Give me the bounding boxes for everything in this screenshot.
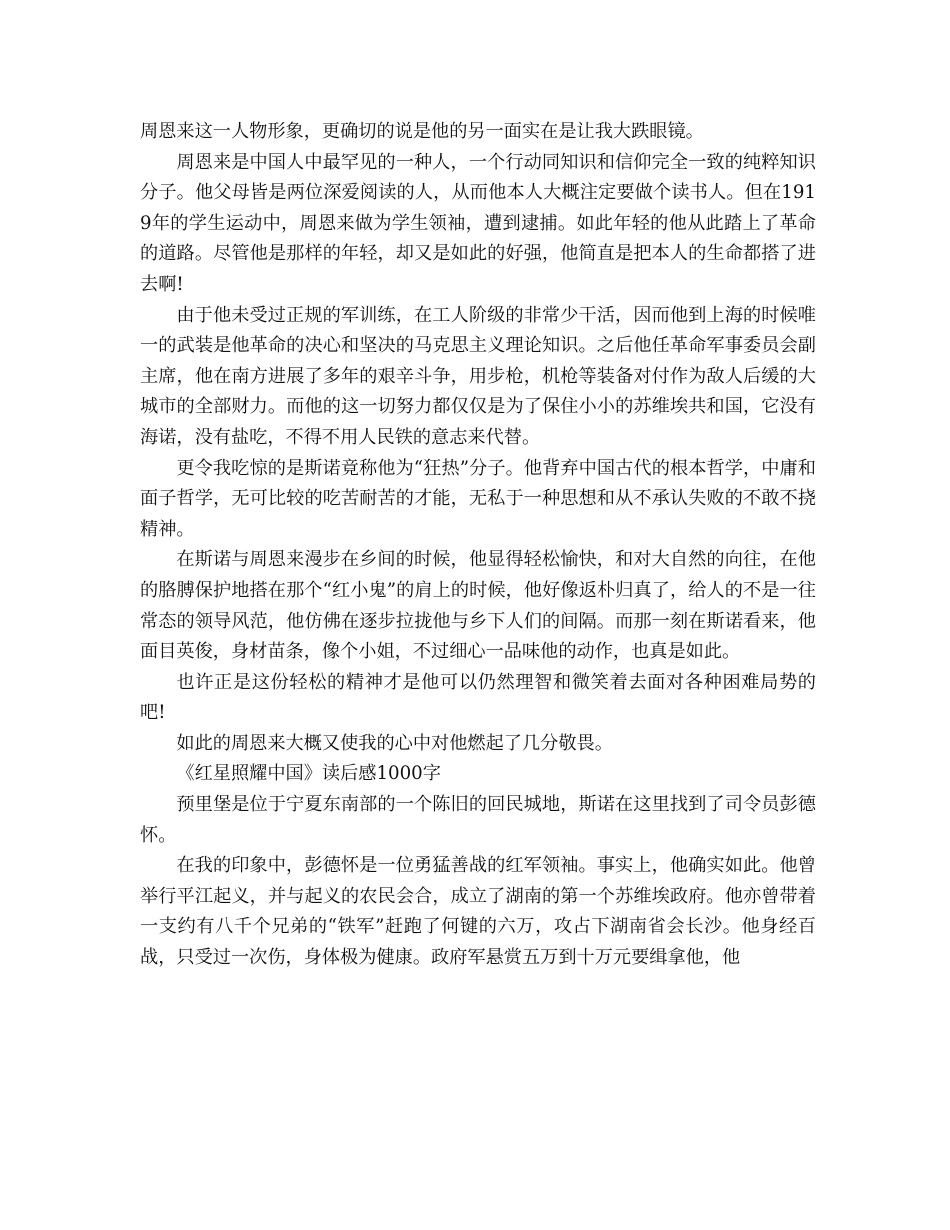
paragraph-9: 在我的印象中，彭德怀是一位勇猛善战的红军领袖。事实上，他确实如此。他曾举行平江起义，并与起义的农民会合，成立了湖南的第一个苏维埃政府。他亦曾带着一支约有八千个兄弟的“铁军”赶跑了何键的六万，攻占下湖南省会长沙。他身经百战，只受过一次伤，身体极为健康。政府军悬赏五万到十万元要缉拿他，他 xyxy=(140,855,816,969)
paragraph-2: 周恩来是中国人中最罕见的一种人，一个行动同知识和信仰完全一致的纯粹知识分子。他父母皆是两位深爱阅读的人，从而他本人大概注定要做个读书人。但在1919年的学生运动中，周恩来做为学生领袖，遭到逮捕。如此年轻的他从此踏上了革命的道路。尽管他是那样的年轻，却又是如此的好强，他简直是把本人的生命都搭了进去啊! xyxy=(140,151,816,295)
section-heading: 《红星照耀中国》读后感1000字 xyxy=(176,763,441,785)
paragraph-1: 周恩来这一人物形象，更确切的说是他的另一面实在是让我大跌眼镜。 xyxy=(140,121,704,142)
paragraph-5: 在斯诺与周恩来漫步在乡间的时候，他显得轻松愉快，和对大自然的向往，在他的胳膊保护地搭在那个“红小鬼”的肩上的时候，他好像返朴归真了，给人的不是一往常态的领导风范，他仿佛在逐步拉拢他与乡下人们的间隔。而那一刻在斯诺看来，他面目英俊，身材苗条，像个小姐，不过细心一品味他的动作，也真是如此。 xyxy=(140,549,816,663)
paragraph-7: 如此的周恩来大概又使我的心中对他燃起了几分敬畏。 xyxy=(176,732,613,754)
paragraph-3: 由于他未受过正规的军训练，在工人阶级的非常少干活，因而他到上海的时候唯一的武装是他革命的决心和坚决的马克思主义理论知识。之后他任革命军事委员会副主席，他在南方进展了多年的艰辛斗争，用步枪，机枪等装备对付作为敌人后缓的大城市的全部财力。而他的这一切努力都仅仅是为了保住小小的苏维埃共和国，它没有海诺，没有盐吃，不得不用人民铁的意志来代替。 xyxy=(140,304,816,448)
document-body xyxy=(140,117,816,974)
paragraph-8: 预里堡是位于宁夏东南部的一个陈旧的回民城地，斯诺在这里找到了司令员彭德怀。 xyxy=(140,794,816,846)
paragraph-6: 也许正是这份轻松的精神才是他可以仍然理智和微笑着去面对各种困难局势的吧! xyxy=(140,671,816,724)
paragraph-4: 更令我吃惊的是斯诺竟称他为“狂热”分子。他背弃中国古代的根本哲学，中庸和面子哲学，无可比较的吃苦耐苦的才能，无私于一种思想和从不承认失败的不敢不挠精神。 xyxy=(140,457,816,540)
